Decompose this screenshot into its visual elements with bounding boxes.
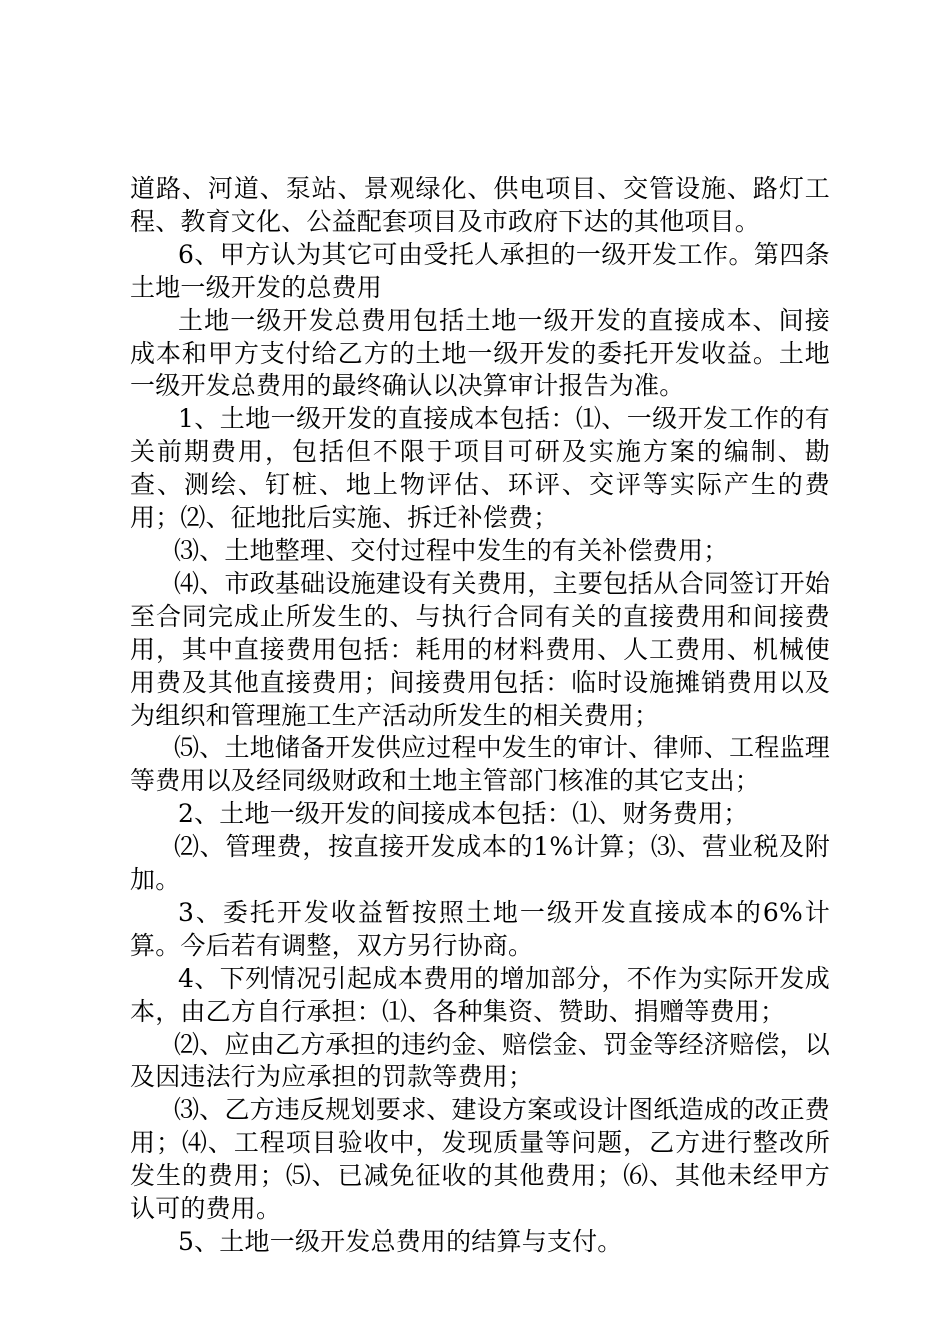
paragraph-excluded-costs: 4、下列情况引起成本费用的增加部分，不作为实际开发成本，由乙方自行承担：⑴、各种集资、赞助、捐赠等费用； [130, 963, 830, 1026]
paragraph-item-6: 6、甲方认为其它可由受托人承担的一级开发工作。第四条 土地一级开发的总费用 [130, 239, 830, 302]
paragraph-excluded-costs-2: ⑵、应由乙方承担的违约金、赔偿金、罚金等经济赔偿，以及因违法行为应承担的罚款等费用； [130, 1029, 830, 1092]
paragraph-project-scope: 道路、河道、泵站、景观绿化、供电项目、交管设施、路灯工程、教育文化、公益配套项目及市政府下达的其他项目。 [130, 174, 830, 236]
paragraph-commission-income: 3、委托开发收益暂按照土地一级开发直接成本的6%计算。今后若有调整，双方另行协商。 [130, 897, 830, 960]
paragraph-indirect-cost-2: ⑵、管理费，按直接开发成本的1%计算；⑶、营业税及附加。 [130, 832, 830, 895]
paragraph-direct-cost-4: ⑷、市政基础设施建设有关费用，主要包括从合同签订开始至合同完成止所发生的、与执行合同有关的直接费用和间接费用，其中直接费用包括：耗用的材料费用、人工费用、机械使用费及其他直接费用；间接费用包括：临时设施摊销费用以及为组织和管理施工生产活动所发生的相关费用； [130, 568, 830, 730]
paragraph-excluded-costs-3: ⑶、乙方违反规划要求、建设方案或设计图纸造成的改正费用；⑷、工程项目验收中，发现质量等问题，乙方进行整改所发生的费用；⑸、已减免征收的其他费用；⑹、其他未经甲方认可的费用。 [130, 1095, 830, 1224]
paragraph-direct-cost-3: ⑶、土地整理、交付过程中发生的有关补偿费用； [174, 535, 729, 565]
paragraph-total-cost-definition: 土地一级开发总费用包括土地一级开发的直接成本、间接成本和甲方支付给乙方的土地一级开发的委托开发收益。土地一级开发总费用的最终确认以决算审计报告为准。 [130, 305, 830, 401]
document-body [130, 173, 830, 1259]
paragraph-direct-cost: 1、土地一级开发的直接成本包括：⑴、一级开发工作的有关前期费用，包括但不限于项目可研及实施方案的编制、勘查、测绘、钉桩、地上物评估、环评、交评等实际产生的费用；⑵、征地批后实施、拆迁补偿费； [130, 404, 830, 533]
paragraph-indirect-cost: 2、土地一级开发的间接成本包括：⑴、财务费用； [178, 799, 749, 829]
paragraph-settlement: 5、土地一级开发总费用的结算与支付。 [178, 1227, 623, 1256]
paragraph-direct-cost-5: ⑸、土地储备开发供应过程中发生的审计、律师、工程监理等费用以及经同级财政和土地主管部门核准的其它支出； [130, 733, 830, 796]
